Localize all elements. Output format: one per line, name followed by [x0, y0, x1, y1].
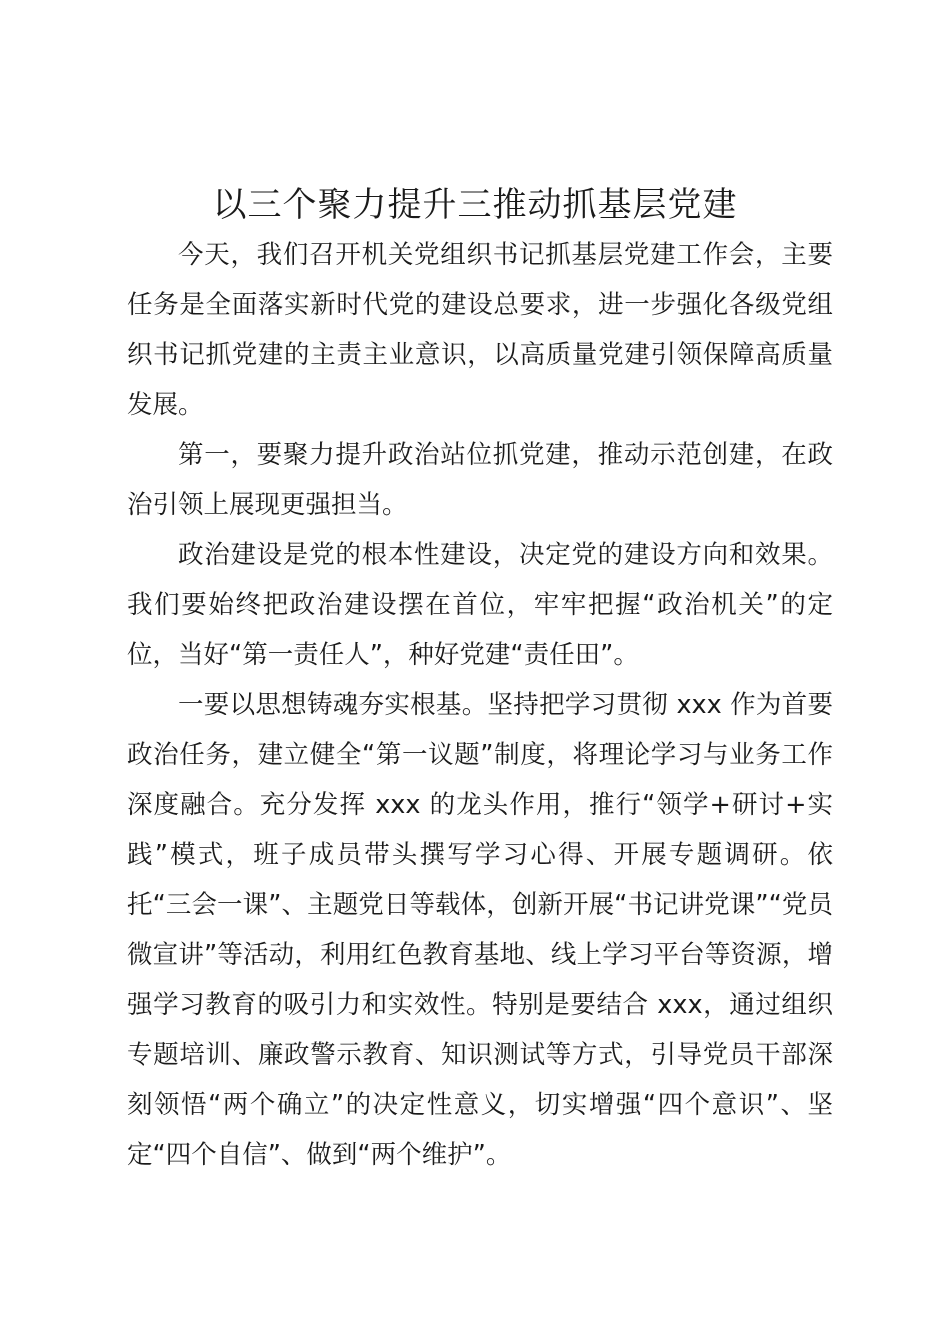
document-body	[127, 230, 833, 1180]
paragraph-ideological-foundation: 一要以思想铸魂夯实根基。坚持把学习贯彻 xxx 作为首要政治任务，建立健全“第一议题”制度，将理论学习与业务工作深度融合。充分发挥 xxx 的龙头作用，推行“领学+研讨+实践”模式，班子成员带头撰写学习心得、开展专题调研。依托“三会一课”、主题党日等载体，创新开展“书记讲党课”“党员微宣讲”等活动，利用红色教育基地、线上学习平台等资源，增强学习教育的吸引力和实效性。特别是要结合 xxx，通过组织专题培训、廉政警示教育、知识测试等方式，引导党员干部深刻领悟“两个确立”的决定性意义，切实增强“四个意识”、坚定“四个自信”、做到“两个维护”。	[127, 690, 833, 1170]
paragraph-section-one-heading: 第一，要聚力提升政治站位抓党建，推动示范创建，在政治引领上展现更强担当。	[127, 440, 833, 520]
paragraph-intro: 今天，我们召开机关党组织书记抓基层党建工作会，主要任务是全面落实新时代党的建设总要求，进一步强化各级党组织书记抓党建的主责主业意识，以高质量党建引领保障高质量发展。	[127, 240, 833, 420]
document-title: 以三个聚力提升三推动抓基层党建	[212, 185, 738, 225]
paragraph-political-building: 政治建设是党的根本性建设，决定党的建设方向和效果。我们要始终把政治建设摆在首位，牢牢把握“政治机关”的定位，当好“第一责任人”，种好党建“责任田”。	[127, 540, 833, 670]
